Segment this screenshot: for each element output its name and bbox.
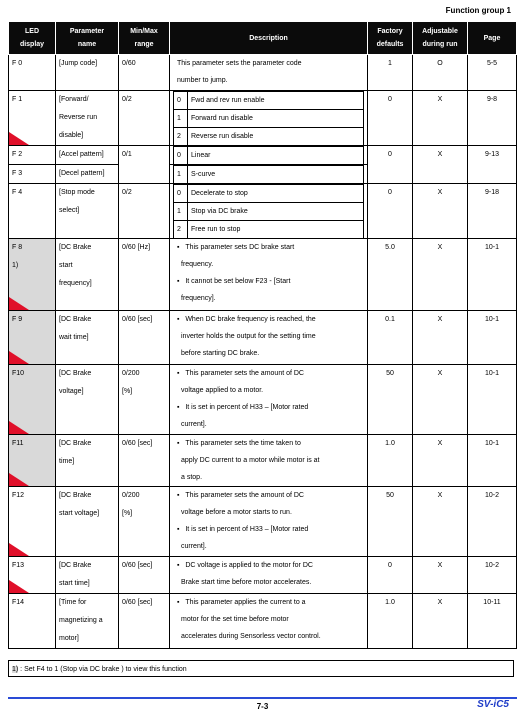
marker-triangle-icon: [8, 579, 30, 594]
bullet-icon: ▪: [177, 599, 180, 606]
adjustable-flag: X: [413, 184, 468, 239]
adjustable-flag: X: [413, 311, 468, 365]
factory-default: 50: [368, 365, 413, 435]
param-range: 0/60 [sec]: [119, 435, 170, 487]
table-row: [9, 146, 517, 165]
page-ref: 10-2: [468, 557, 517, 594]
led-code: F 9: [9, 311, 56, 365]
footnote-mark: 1): [12, 666, 19, 673]
table-row: [9, 91, 517, 146]
param-description: This parameter sets the parameter code number to jump.: [170, 55, 368, 91]
factory-default: 0: [368, 184, 413, 239]
led-code: F 8 1): [9, 239, 56, 311]
function-group-title: Function group 1: [445, 6, 511, 15]
param-range: 0/200 [%]: [119, 365, 170, 435]
factory-default: 1.0: [368, 435, 413, 487]
marker-triangle-icon: [8, 542, 30, 557]
col-parameter-name: Parameter name: [56, 22, 119, 55]
param-description: 0 Decelerate to stop 1 Stop via DC brake 2 Free run to stop: [170, 184, 368, 239]
table-row: [9, 311, 517, 365]
table-row: [9, 594, 517, 649]
param-name: [DC Brake time]: [56, 435, 119, 487]
param-description: ▪ When DC brake frequency is reached, the inverter holds the output for the setting time before starting DC brake.: [170, 311, 368, 365]
param-description: ▪ This parameter sets the amount of DC voltage before a motor starts to run. ▪ It is set in percent of H33 – [Motor rated current].: [170, 487, 368, 557]
param-description: ▪ This parameter sets the time taken to apply DC current to a motor while motor is at a stop.: [170, 435, 368, 487]
param-range: 0/60: [119, 55, 170, 91]
table-row: [9, 55, 517, 91]
led-code: F14: [9, 594, 56, 649]
param-name: [DC Brake start voltage]: [56, 487, 119, 557]
page-ref: 10-11: [468, 594, 517, 649]
led-code: F12: [9, 487, 56, 557]
led-code: F 1: [9, 91, 56, 146]
param-range: 0/60 [Hz]: [119, 239, 170, 311]
param-name: [DC Brake wait time]: [56, 311, 119, 365]
marker-triangle-icon: [8, 131, 30, 146]
adjustable-flag: X: [413, 557, 468, 594]
marker-triangle-icon: [8, 350, 30, 365]
table-row: [9, 184, 517, 239]
page-ref: 10-1: [468, 311, 517, 365]
param-name: [Decel pattern]: [56, 165, 119, 184]
led-code: F10: [9, 365, 56, 435]
col-description: Description: [170, 22, 368, 55]
marker-triangle-icon: [8, 296, 30, 311]
col-min-max-range: Min/Max range: [119, 22, 170, 55]
param-range: 0/2: [119, 91, 170, 146]
factory-default: 0: [368, 557, 413, 594]
bullet-icon: ▪: [177, 492, 180, 499]
footnote: [8, 660, 514, 677]
page-ref: 9-8: [468, 91, 517, 146]
bullet-icon: ▪: [177, 526, 180, 533]
param-description: 0 Fwd and rev run enable 1 Forward run disable 2 Reverse run disable: [170, 91, 368, 146]
param-name: [Time for magnetizing a motor]: [56, 594, 119, 649]
table-row: [9, 557, 517, 594]
marker-triangle-icon: [8, 420, 30, 435]
param-range: 0/60 [sec]: [119, 557, 170, 594]
param-name: [DC Brake start frequency]: [56, 239, 119, 311]
param-name: [Stop mode select]: [56, 184, 119, 239]
param-name: [Forward/ Reverse run disable]: [56, 91, 119, 146]
factory-default: 5.0: [368, 239, 413, 311]
marker-triangle-icon: [8, 472, 30, 487]
param-description: ▪ This parameter applies the current to a motor for the set time before motor accelerates during Sensorless vector control.: [170, 594, 368, 649]
bullet-icon: ▪: [177, 244, 180, 251]
adjustable-flag: X: [413, 146, 468, 184]
param-description: ▪ This parameter sets DC brake start frequency. ▪ It cannot be set below F23 - [Start frequency].: [170, 239, 368, 311]
param-name: [DC Brake voltage]: [56, 365, 119, 435]
footer-rule: [8, 697, 517, 699]
led-code: F11: [9, 435, 56, 487]
factory-default: 1: [368, 55, 413, 91]
param-range: 0/2: [119, 184, 170, 239]
adjustable-flag: X: [413, 487, 468, 557]
col-factory-defaults: Factory defaults: [368, 22, 413, 55]
param-description: ▪ DC voltage is applied to the motor for DC Brake start time before motor accelerates.: [170, 557, 368, 594]
page-ref: 9-13: [468, 146, 517, 184]
factory-default: 0: [368, 146, 413, 184]
brand-logo: SV-iC5: [477, 699, 509, 710]
param-name: [Jump code]: [56, 55, 119, 91]
factory-default: 1.0: [368, 594, 413, 649]
page-ref: 10-2: [468, 487, 517, 557]
table-row: [9, 435, 517, 487]
bullet-icon: ▪: [177, 316, 180, 323]
table-row: [9, 239, 517, 311]
page-ref: 10-1: [468, 239, 517, 311]
adjustable-flag: X: [413, 435, 468, 487]
page-ref: 10-1: [468, 365, 517, 435]
table-header-row: [9, 22, 517, 55]
bullet-icon: ▪: [177, 370, 180, 377]
adjustable-flag: X: [413, 365, 468, 435]
param-range: 0/1: [119, 146, 170, 184]
param-name: [Accel pattern]: [56, 146, 119, 165]
bullet-icon: ▪: [177, 404, 180, 411]
adjustable-flag: O: [413, 55, 468, 91]
param-range: 0/60 [sec]: [119, 594, 170, 649]
page-ref: 5-5: [468, 55, 517, 91]
led-code: F 2: [9, 146, 56, 165]
param-range: 0/200 [%]: [119, 487, 170, 557]
page-ref: 9-18: [468, 184, 517, 239]
factory-default: 50: [368, 487, 413, 557]
param-range: 0/60 [sec]: [119, 311, 170, 365]
adjustable-flag: X: [413, 239, 468, 311]
footnote-text: : Set F4 to 1 (Stop via DC brake ) to view this function: [18, 666, 187, 673]
bullet-icon: ▪: [177, 562, 180, 569]
col-led-display: LED display: [9, 22, 56, 55]
adjustable-flag: X: [413, 91, 468, 146]
param-name: [DC Brake start time]: [56, 557, 119, 594]
led-code: F 3: [9, 165, 56, 184]
param-description: 1 S-curve: [170, 165, 368, 184]
table-row: [9, 365, 517, 435]
parameter-table: [8, 21, 517, 649]
factory-default: 0.1: [368, 311, 413, 365]
page-number: 7-3: [256, 702, 269, 711]
col-adjustable: Adjustable during run: [413, 22, 468, 55]
param-description: 0 Linear: [170, 146, 368, 165]
led-code: F13: [9, 557, 56, 594]
page-ref: 10-1: [468, 435, 517, 487]
led-code: F 4: [9, 184, 56, 239]
param-description: ▪ This parameter sets the amount of DC voltage applied to a motor. ▪ It is set in percent of H33 – [Motor rated current].: [170, 365, 368, 435]
bullet-icon: ▪: [177, 278, 180, 285]
led-code: F 0: [9, 55, 56, 91]
bullet-icon: ▪: [177, 440, 180, 447]
adjustable-flag: X: [413, 594, 468, 649]
table-row: [9, 487, 517, 557]
col-page: Page: [468, 22, 517, 55]
factory-default: 0: [368, 91, 413, 146]
